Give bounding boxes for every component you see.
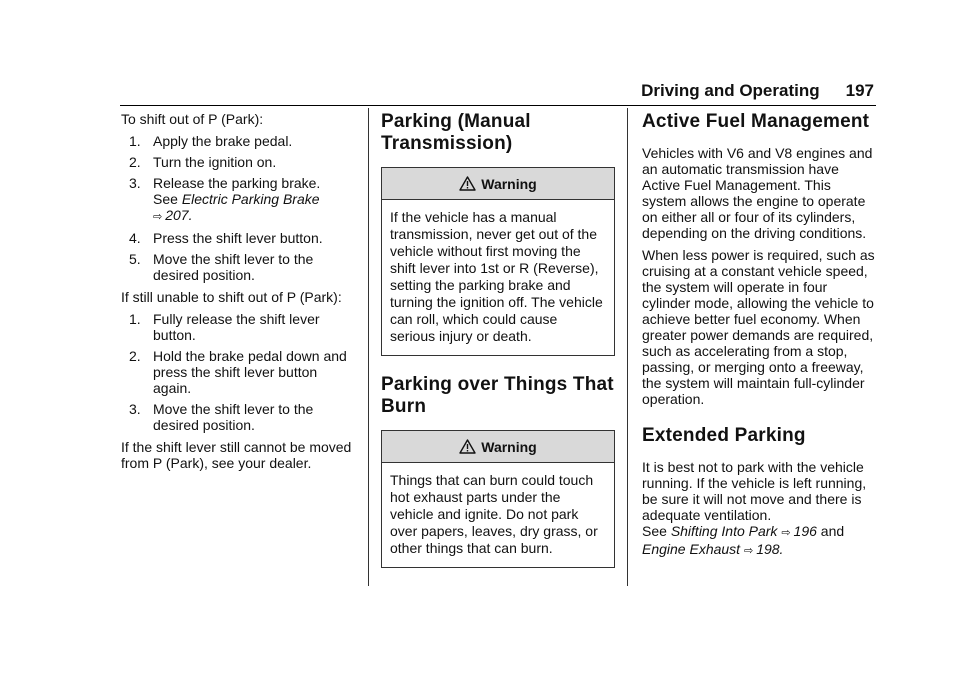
shift-intro-2: If still unable to shift out of P (Park): (121, 289, 342, 305)
ref-engine-exhaust[interactable]: Engine Exhaust (642, 541, 741, 557)
step-number: 1. (129, 311, 141, 327)
heading-extended-parking: Extended Parking (642, 425, 806, 446)
list-item (121, 311, 359, 343)
warning-triangle-icon (459, 439, 476, 454)
page-ref-icon: ⇨ (743, 545, 754, 557)
step-text: Fully release the shift lever button. (153, 311, 320, 343)
page-header (634, 81, 874, 101)
list-item (121, 154, 359, 170)
column-3 (642, 111, 876, 565)
step-text: Press the shift lever button. (153, 230, 323, 246)
step-text: Release the parking brake. (153, 175, 321, 191)
column-1 (121, 111, 359, 477)
column-2 (381, 111, 615, 586)
list-item (121, 251, 359, 283)
step-number: 2. (129, 348, 141, 364)
step-text: Move the shift lever to the desired position. (153, 401, 314, 433)
list-item (121, 230, 359, 246)
shift-closing: If the shift lever still cannot be moved from P (Park), see your dealer. (121, 439, 352, 471)
page-ref-icon: ⇨ (781, 527, 791, 539)
warning-triangle-icon (459, 176, 476, 191)
heading-parking-things-burn: Parking over Things That Burn (381, 374, 614, 417)
ref-shifting-into-park[interactable]: Shifting Into Park (670, 523, 778, 539)
column-divider-2 (627, 108, 628, 586)
step-number: 3. (129, 175, 141, 191)
step-text: Turn the ignition on. (153, 154, 277, 170)
step-text: Move the shift lever to the desired position. (153, 251, 314, 283)
list-item (121, 175, 359, 225)
afm-paragraph-2: When less power is required, such as cruising at a constant vehicle speed, the system will operate in four cylinder mode, allowing the vehicle to achieve better fuel economy. When greater power demands are required, such as accelerating from a stop, passing, or merging onto a freeway, the system will maintain full-cylinder operation. (642, 247, 875, 407)
column-divider-1 (368, 108, 369, 586)
ref-electric-parking-brake[interactable]: Electric Parking Brake (181, 191, 320, 207)
page-number: 197 (845, 81, 874, 100)
see-label: See (153, 191, 178, 207)
header-rule (120, 105, 876, 106)
punctuation: . (779, 541, 784, 557)
page-ref-icon: ⇨ (153, 211, 163, 223)
step-reference (153, 191, 359, 207)
step-number: 5. (129, 251, 141, 267)
step-text: Apply the brake pedal. (153, 133, 293, 149)
step-number: 1. (129, 133, 141, 149)
warning-label: Warning (481, 175, 537, 192)
section-title: Driving and Operating (641, 81, 820, 100)
ref-page-198[interactable]: 198 (756, 541, 780, 557)
step-reference-page (153, 207, 359, 225)
warning-label: Warning (481, 438, 537, 455)
step-number: 2. (129, 154, 141, 170)
heading-parking-manual: Parking (Manual Transmission) (381, 111, 531, 154)
step-text: Hold the brake pedal down and press the shift lever button again. (153, 348, 347, 396)
warning-header (382, 431, 614, 463)
warning-header (382, 168, 614, 200)
heading-active-fuel-management: Active Fuel Management (642, 111, 870, 132)
shift-steps-2 (121, 311, 359, 433)
warning-text: If the vehicle has a manual transmission, never get out of the vehicle without first moving the shift lever into 1st or R (Reverse), setting the parking brake and turning the ignition off. The vehicle can roll, which could cause serious injury or death. (390, 209, 603, 344)
see-label: See (642, 523, 667, 539)
warning-box-manual (381, 167, 615, 356)
list-item (121, 401, 359, 433)
extended-parking-paragraph (642, 459, 876, 523)
step-number: 3. (129, 401, 141, 417)
warning-box-burn (381, 430, 615, 568)
extended-parking-text: It is best not to park with the vehicle running. If the vehicle is left running, be sure it will not move and there is adequate ventilation. (642, 459, 867, 523)
list-item (121, 348, 359, 396)
punctuation: . (188, 207, 193, 223)
shift-steps (121, 133, 359, 283)
and-label: and (820, 523, 845, 539)
extended-parking-refs (642, 523, 876, 559)
afm-paragraph-1: Vehicles with V6 and V8 engines and an automatic transmission have Active Fuel Management. This system allows the engine to operate on either all or four of its cylinders, depending on the driving conditions. (642, 145, 873, 241)
warning-text: Things that can burn could touch hot exhaust parts under the vehicle and ignite. Do not park over papers, leaves, dry grass, or other things that can burn. (390, 472, 598, 556)
list-item (121, 133, 359, 149)
ref-page-196[interactable]: 196 (793, 523, 817, 539)
shift-intro: To shift out of P (Park): (121, 111, 264, 127)
step-number: 4. (129, 230, 141, 246)
ref-page-207[interactable]: 207 (165, 207, 189, 223)
